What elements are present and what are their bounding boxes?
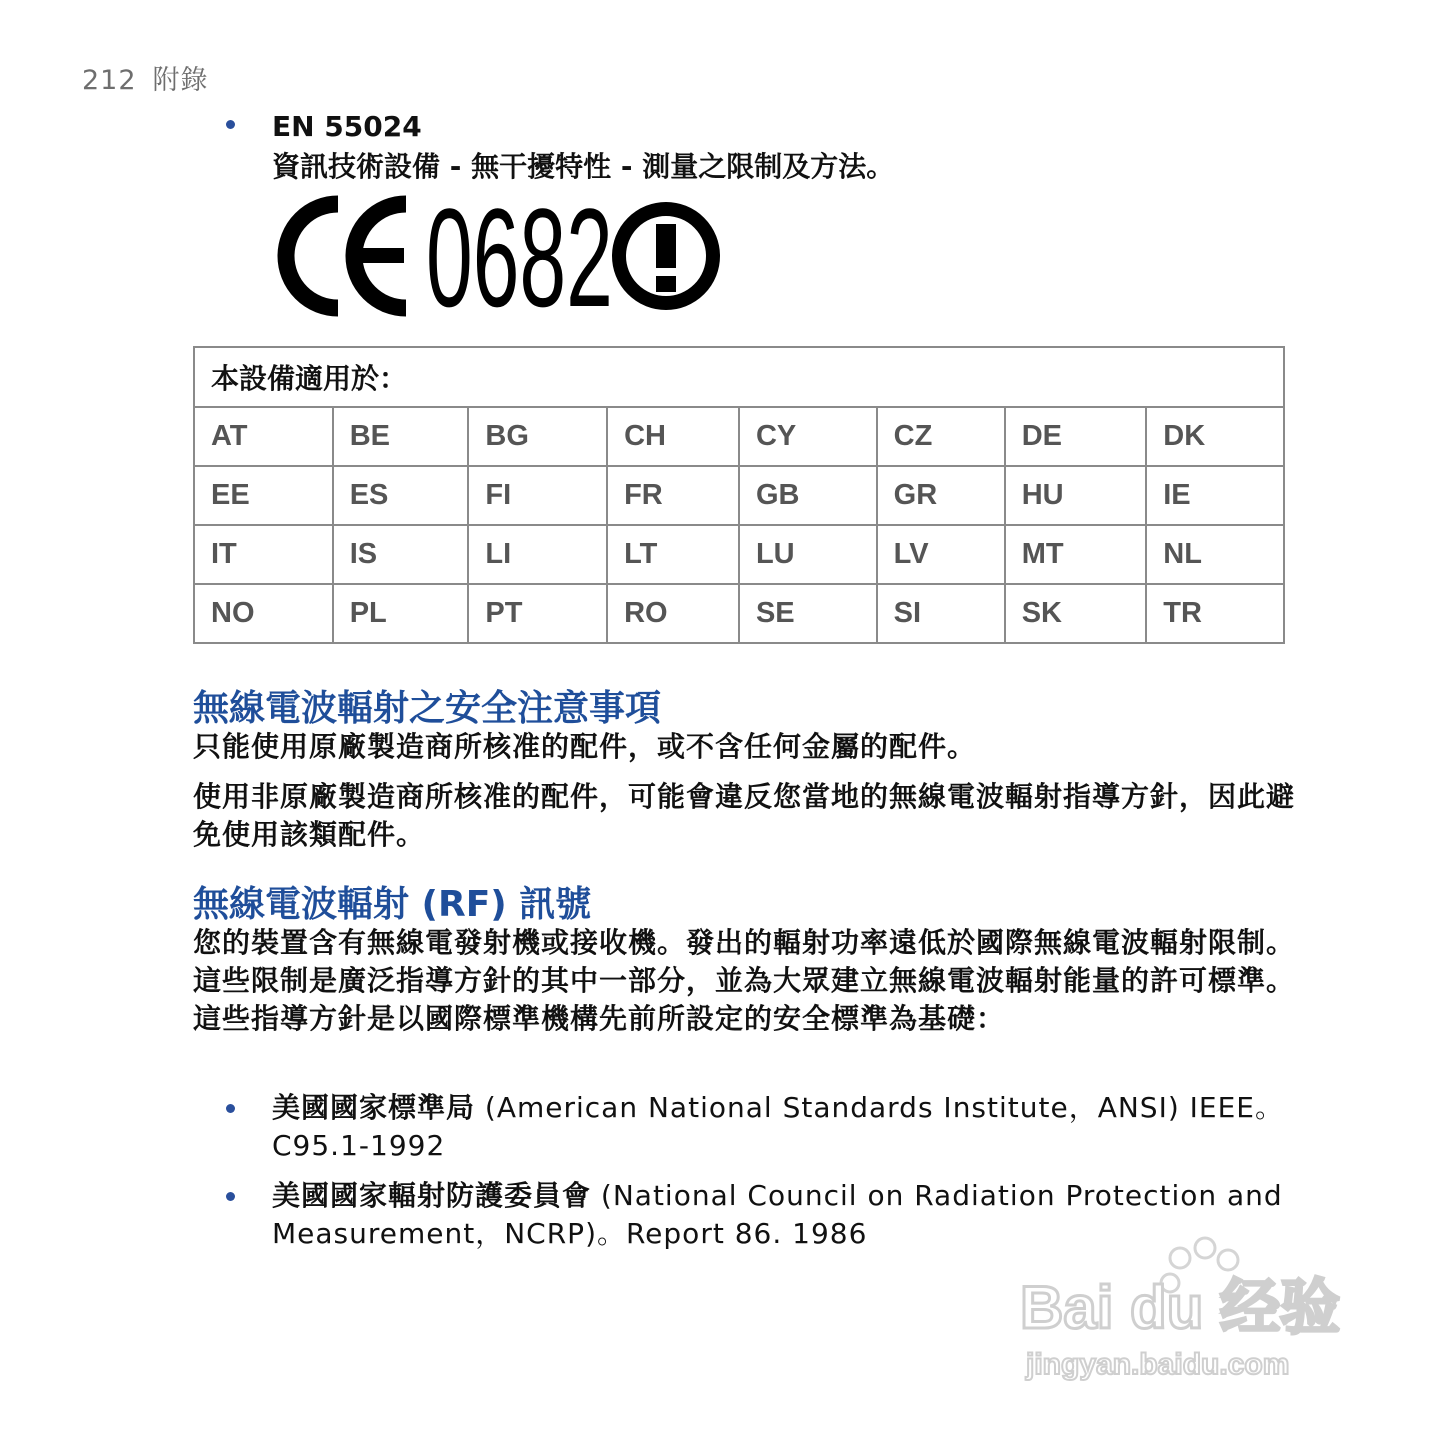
country-table (193, 346, 1285, 644)
bullet-dot-icon (226, 1192, 235, 1201)
alert-exclamation-dot (656, 276, 676, 292)
country-code-cell: LU (739, 525, 877, 584)
list-item-text (272, 1089, 1304, 1165)
country-code-cell: FI (468, 466, 607, 525)
country-code-cell: IS (333, 525, 469, 584)
country-table-header: 本設備適用於： (194, 347, 1284, 407)
country-code-cell: ES (333, 466, 469, 525)
header-section-title: 附錄 (152, 65, 209, 96)
country-code-cell: HU (1005, 466, 1147, 525)
table-row (194, 407, 1284, 466)
country-code-cell: IT (194, 525, 333, 584)
baidu-watermark-logo (1020, 1228, 1360, 1388)
bullet-dot-icon (226, 120, 235, 129)
country-code-cell: NO (194, 584, 333, 643)
alert-exclamation-bar (656, 224, 676, 268)
safety-paragraph-2: 使用非原廠製造商所核准的配件，可能會違反您當地的無線電波輻射指導方針，因此避免使用該類配件。 (193, 780, 1296, 851)
country-code-cell: SI (877, 584, 1005, 643)
ce-c-glyph (286, 204, 338, 308)
ce-e-bar (356, 248, 404, 263)
list-item-detail: (National Council on Radiation Protection and Measurement，NCRP)。Report 86. 1986 (272, 1179, 1283, 1250)
rf-section-title: 無線電波輻射 (RF) 訊號 (193, 884, 592, 925)
country-code-cell: FR (607, 466, 739, 525)
en55024-title: EN 55024 (272, 110, 422, 143)
country-code-cell: EE (194, 466, 333, 525)
rf-paragraph: 您的裝置含有無線電發射機或接收機。發出的輻射功率遠低於國際無線電波輻射限制。這些限制是廣泛指導方針的其中一部分，並為大眾建立無線電波輻射能量的許可標準。這些指導方針是以國際標準機構先前所設定的安全標準為基礎： (193, 926, 1296, 1035)
ce-notified-body-number: 0682 (426, 194, 613, 318)
country-code-cell: DK (1146, 407, 1284, 466)
bullet-dot-icon (226, 1104, 235, 1113)
safety-section-title: 無線電波輻射之安全注意事項 (193, 688, 662, 729)
page-number: 212 (82, 65, 137, 96)
watermark-brand-text: Bai du 经验 (1020, 1274, 1341, 1341)
country-code-cell: LT (607, 525, 739, 584)
en55024-description: 資訊技術設備 - 無干擾特性 - 測量之限制及方法。 (272, 150, 895, 183)
country-code-cell: LV (877, 525, 1005, 584)
country-code-cell: LI (468, 525, 607, 584)
country-code-cell: AT (194, 407, 333, 466)
watermark-url-text: jingyan.baidu.com (1026, 1348, 1290, 1381)
country-code-cell: PT (468, 584, 607, 643)
country-code-cell: PL (333, 584, 469, 643)
country-code-cell: BG (468, 407, 607, 466)
table-row (194, 466, 1284, 525)
country-code-cell: CH (607, 407, 739, 466)
country-code-cell: SE (739, 584, 877, 643)
ce-mark-logo (276, 194, 726, 318)
country-code-cell: IE (1146, 466, 1284, 525)
list-item-org: 美國國家標準局 (272, 1091, 476, 1124)
list-item-detail: (American National Standards Institute，ANSI) IEEE。C95.1-1992 (272, 1091, 1284, 1162)
country-code-cell: DE (1005, 407, 1147, 466)
country-code-cell: CY (739, 407, 877, 466)
country-code-cell: GR (877, 466, 1005, 525)
list-item-org: 美國國家輻射防護委員會 (272, 1179, 592, 1212)
country-code-cell: GB (739, 466, 877, 525)
table-row (194, 584, 1284, 643)
safety-paragraph-1: 只能使用原廠製造商所核准的配件，或不含任何金屬的配件。 (193, 730, 977, 763)
country-code-cell: NL (1146, 525, 1284, 584)
page-header (82, 58, 209, 97)
country-code-cell: BE (333, 407, 469, 466)
country-code-cell: MT (1005, 525, 1147, 584)
country-code-cell: CZ (877, 407, 1005, 466)
table-row (194, 525, 1284, 584)
country-code-cell: TR (1146, 584, 1284, 643)
country-code-cell: SK (1005, 584, 1147, 643)
country-code-cell: RO (607, 584, 739, 643)
